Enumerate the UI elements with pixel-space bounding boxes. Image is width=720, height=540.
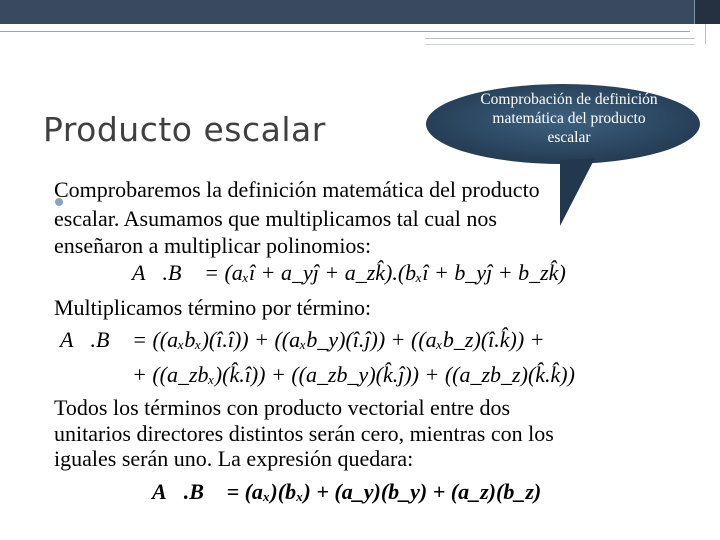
- paragraph-line: iguales serán uno. La expresión quedara:: [54, 446, 414, 471]
- paragraph-line: Comprobaremos la definición matemática del producto: [54, 177, 540, 202]
- equation-3: A⃗.B⃗ = (aₓ)(bₓ) + (a_y)(b_y) + (a_z)(b_z): [152, 479, 542, 504]
- slide-title: Producto escalar: [43, 110, 326, 149]
- equation-2-line-2: + ((a_zbₓ)(k̂.î)) + ((a_zb_y)(k̂.ĵ)) + ((a_zb_z)(k̂.k̂)): [132, 362, 575, 387]
- equation-2-line-1: A⃗.B⃗ = ((aₓbₓ)(î.î)) + ((aₓb_y)(î.ĵ)) + ((aₓb_z)(î.k̂)) + ⋯: [60, 327, 568, 352]
- divider-line: [425, 44, 695, 45]
- top-bar-corner: [695, 0, 720, 24]
- callout-text: Comprobación de definición matemática del producto escalar: [480, 91, 658, 146]
- divider-line: [705, 24, 706, 44]
- paragraph-line: Multiplicamos término por término:: [54, 295, 372, 320]
- paragraph-line: unitarios directores distintos serán cero, mientras con los: [54, 421, 554, 446]
- paragraph-line: escalar. Asumamos que multiplicamos tal cual nos: [54, 206, 497, 231]
- divider-line: [425, 38, 695, 39]
- paragraph-line: Todos los términos con producto vectorial entre dos: [54, 395, 511, 420]
- top-bar: [0, 0, 720, 24]
- equation-1: A⃗.B⃗ = (aₓî + a_yĵ + a_zk̂).(bₓî + b_yĵ + b_zk̂): [132, 260, 566, 285]
- paragraph-line: enseñaron a multiplicar polinomios:: [54, 233, 372, 258]
- divider-line: [0, 31, 690, 32]
